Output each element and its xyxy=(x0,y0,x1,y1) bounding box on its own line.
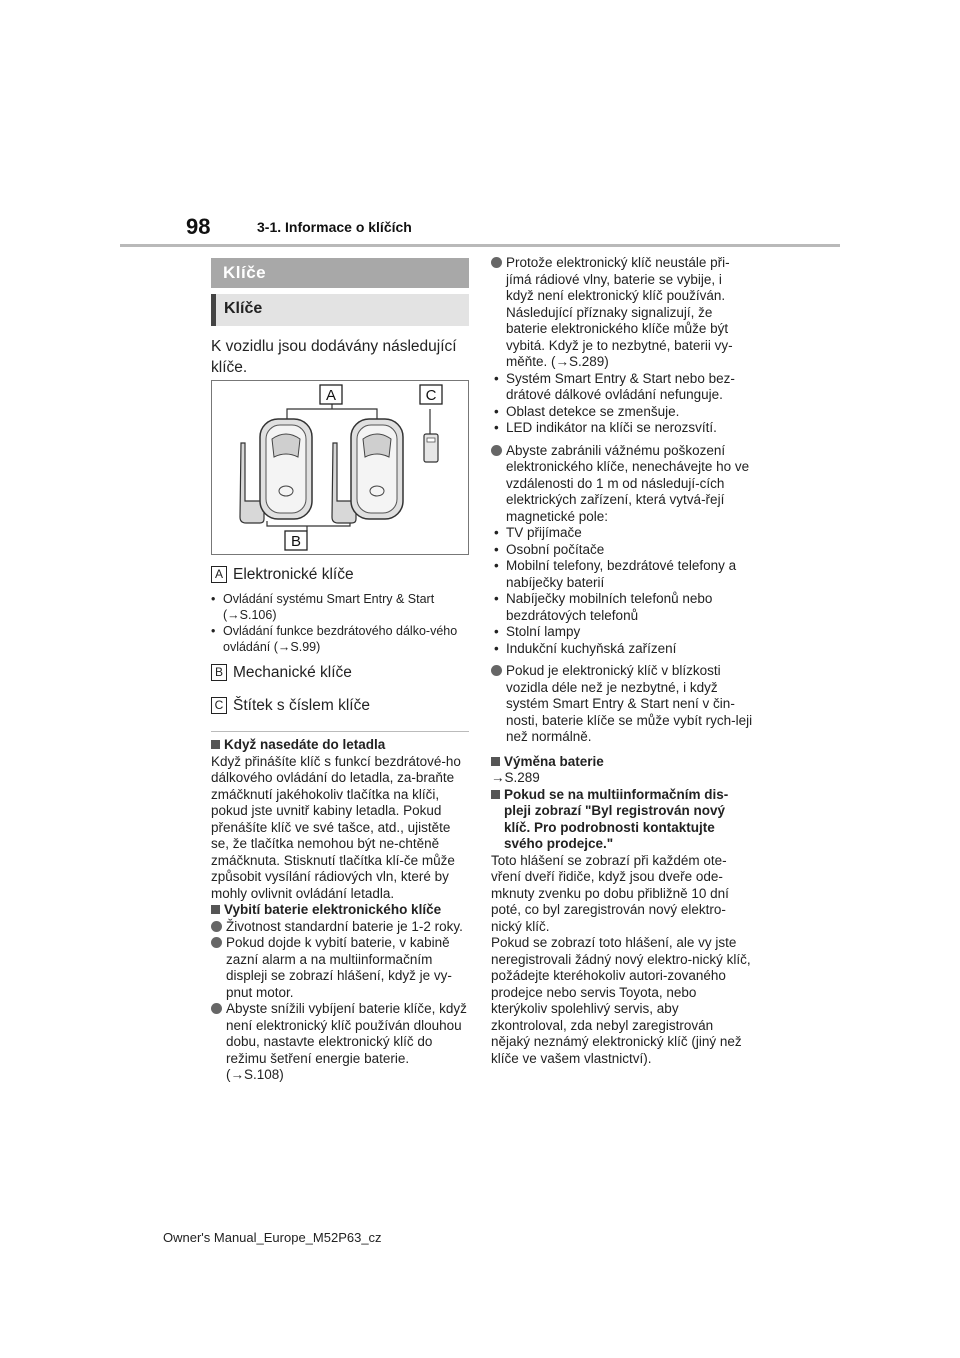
page-number: 98 xyxy=(186,214,211,239)
section-band xyxy=(211,258,469,288)
list-item: Abyste snížili vybíjení baterie klíče, když není elektronický klíč používán dlouhou dobu, nastavte elektronický klíč do režimu šetření energie baterie. (→S.108) xyxy=(211,1001,469,1084)
replace-ref: →S.289 xyxy=(491,770,540,785)
keys-drawing xyxy=(212,381,468,554)
intro-text: K vozidlu jsou dodávány následující klíče. xyxy=(211,338,457,376)
message-heading: Pokud se na multiinformačním dis-pleji zobrazí "Byl registrován nový klíč. Pro podrobnosti kontaktujte svého prodejce." xyxy=(491,787,753,853)
footer-text: Owner's Manual_Europe_M52P63_cz xyxy=(163,1230,382,1245)
chapter-title: 3-1. Informace o klíčích xyxy=(257,219,412,235)
section-divider xyxy=(211,731,469,732)
right-notes xyxy=(491,255,753,1067)
replace-heading: Výměna baterie xyxy=(491,754,753,771)
key-c-text: Štítek s číslem klíče xyxy=(233,697,370,714)
figure-label-c: C xyxy=(425,387,437,404)
key-b-box: B xyxy=(211,664,227,681)
keys-illustration xyxy=(211,380,469,555)
key-b-text: Mechanické klíče xyxy=(233,664,352,681)
key-a-text: Elektronické klíče xyxy=(233,566,354,583)
key-a-functions xyxy=(211,591,467,655)
list-item: • Ovládání systému Smart Entry & Start (→S.106) xyxy=(211,591,467,623)
radio-note: Protože elektronický klíč neustále při-jímá rádiové vlny, baterie se vybije, i když není elektronický klíč používán. Následující příznaky signalizují, že baterie elektronického klíče může být vybitá. Když je to nezbytné, baterii vy-měňte. (→S.289) xyxy=(491,255,753,371)
list-item: Pokud dojde k vybití baterie, v kabině zazní alarm a na multiinformačním displeji se zobrazí hlášení, když je vy-pnut motor. xyxy=(211,935,469,1001)
list-item: • Systém Smart Entry & Start nebo bez-drátové dálkové ovládání nefunguje. xyxy=(491,371,753,404)
figure-label-a: A xyxy=(325,387,337,404)
aircraft-heading: Když nasedáte do letadla xyxy=(211,737,469,754)
list-item: • Stolní lampy xyxy=(491,624,753,641)
list-item: • Nabíječky mobilních telefonů nebo bezdrátových telefonů xyxy=(491,591,753,624)
list-item: • Osobní počítače xyxy=(491,542,753,559)
key-a-box: A xyxy=(211,566,227,583)
header-rule xyxy=(120,244,840,247)
aircraft-text: Když přinášíte klíč s funkcí bezdrátové-ho dálkového ovládání do letadla, za-braňte zmáčknutí jakéhokoliv tlačítka na klíči, pokud jste uvnitř kabiny letadla. Pokud přenášíte klíč ve své tašce, atd., ujistěte se, že tlačítka nemohou být ne-chtěně zmáčknuta. Stisknutí tlačítka klí-če může způsobit vysílání rádiových vln, které by mohly ovlivnit ovládání letadla. xyxy=(211,753,461,901)
battery-heading: Vybití baterie elektronického klíče xyxy=(211,902,469,919)
list-item: • LED indikátor na klíči se nerozsvítí. xyxy=(491,420,753,437)
list-item: • Mobilní telefony, bezdrátové telefony a nabíječky baterií xyxy=(491,558,753,591)
section-title: Klíče xyxy=(223,263,267,282)
list-item: • TV přijímače xyxy=(491,525,753,542)
figure-label-b: B xyxy=(290,533,302,550)
subsection-band xyxy=(211,294,469,326)
key-c-label xyxy=(211,697,370,715)
message-text-2: Pokud se zobrazí toto hlášení, ale vy jste neregistrovali žádný nový elektro-nický klíč, požádejte kteréhokoliv autori-zovaného prodejce nebo servis Toyota, nebo kterýkoliv spolehlivý servis, aby zkontroloval, zda nebyl zaregistrován nějaký neznámý elektronický klíč (jiný než klíče ve vašem vlastnictví). xyxy=(491,935,751,1066)
near-car-note: Pokud je elektronický klíč v blízkosti vozidla déle než je nezbytné, i když systém Smart Entry & Start není v čin-nosti, baterie klíče se může vybít rych-leji než normálně. xyxy=(491,663,753,746)
left-notes xyxy=(211,737,469,1084)
key-a-label xyxy=(211,566,354,584)
list-item: Životnost standardní baterie je 1-2 roky. xyxy=(211,919,469,936)
subsection-title: Klíče xyxy=(224,300,263,317)
list-item: • Oblast detekce se zmenšuje. xyxy=(491,404,753,421)
list-item: • Ovládání funkce bezdrátového dálko-vého ovládání (→S.99) xyxy=(211,623,467,655)
message-text-1: Toto hlášení se zobrazí při každém ote-vření dveří řidiče, když jsou dveře ode-mknuty zvenku po dobu přibližně 10 dní poté, co byl zaregistrován nový elektro-nický klíč. xyxy=(491,852,729,934)
key-c-box: C xyxy=(211,697,227,714)
list-item: • Indukční kuchyňská zařízení xyxy=(491,641,753,658)
damage-note: Abyste zabránili vážnému poškození elektronického klíče, nenechávejte ho ve vzdálenosti do 1 m od následují-cích elektrických zařízení, která vytvá-řejí magnetické pole: xyxy=(491,443,753,526)
key-b-label xyxy=(211,664,352,682)
